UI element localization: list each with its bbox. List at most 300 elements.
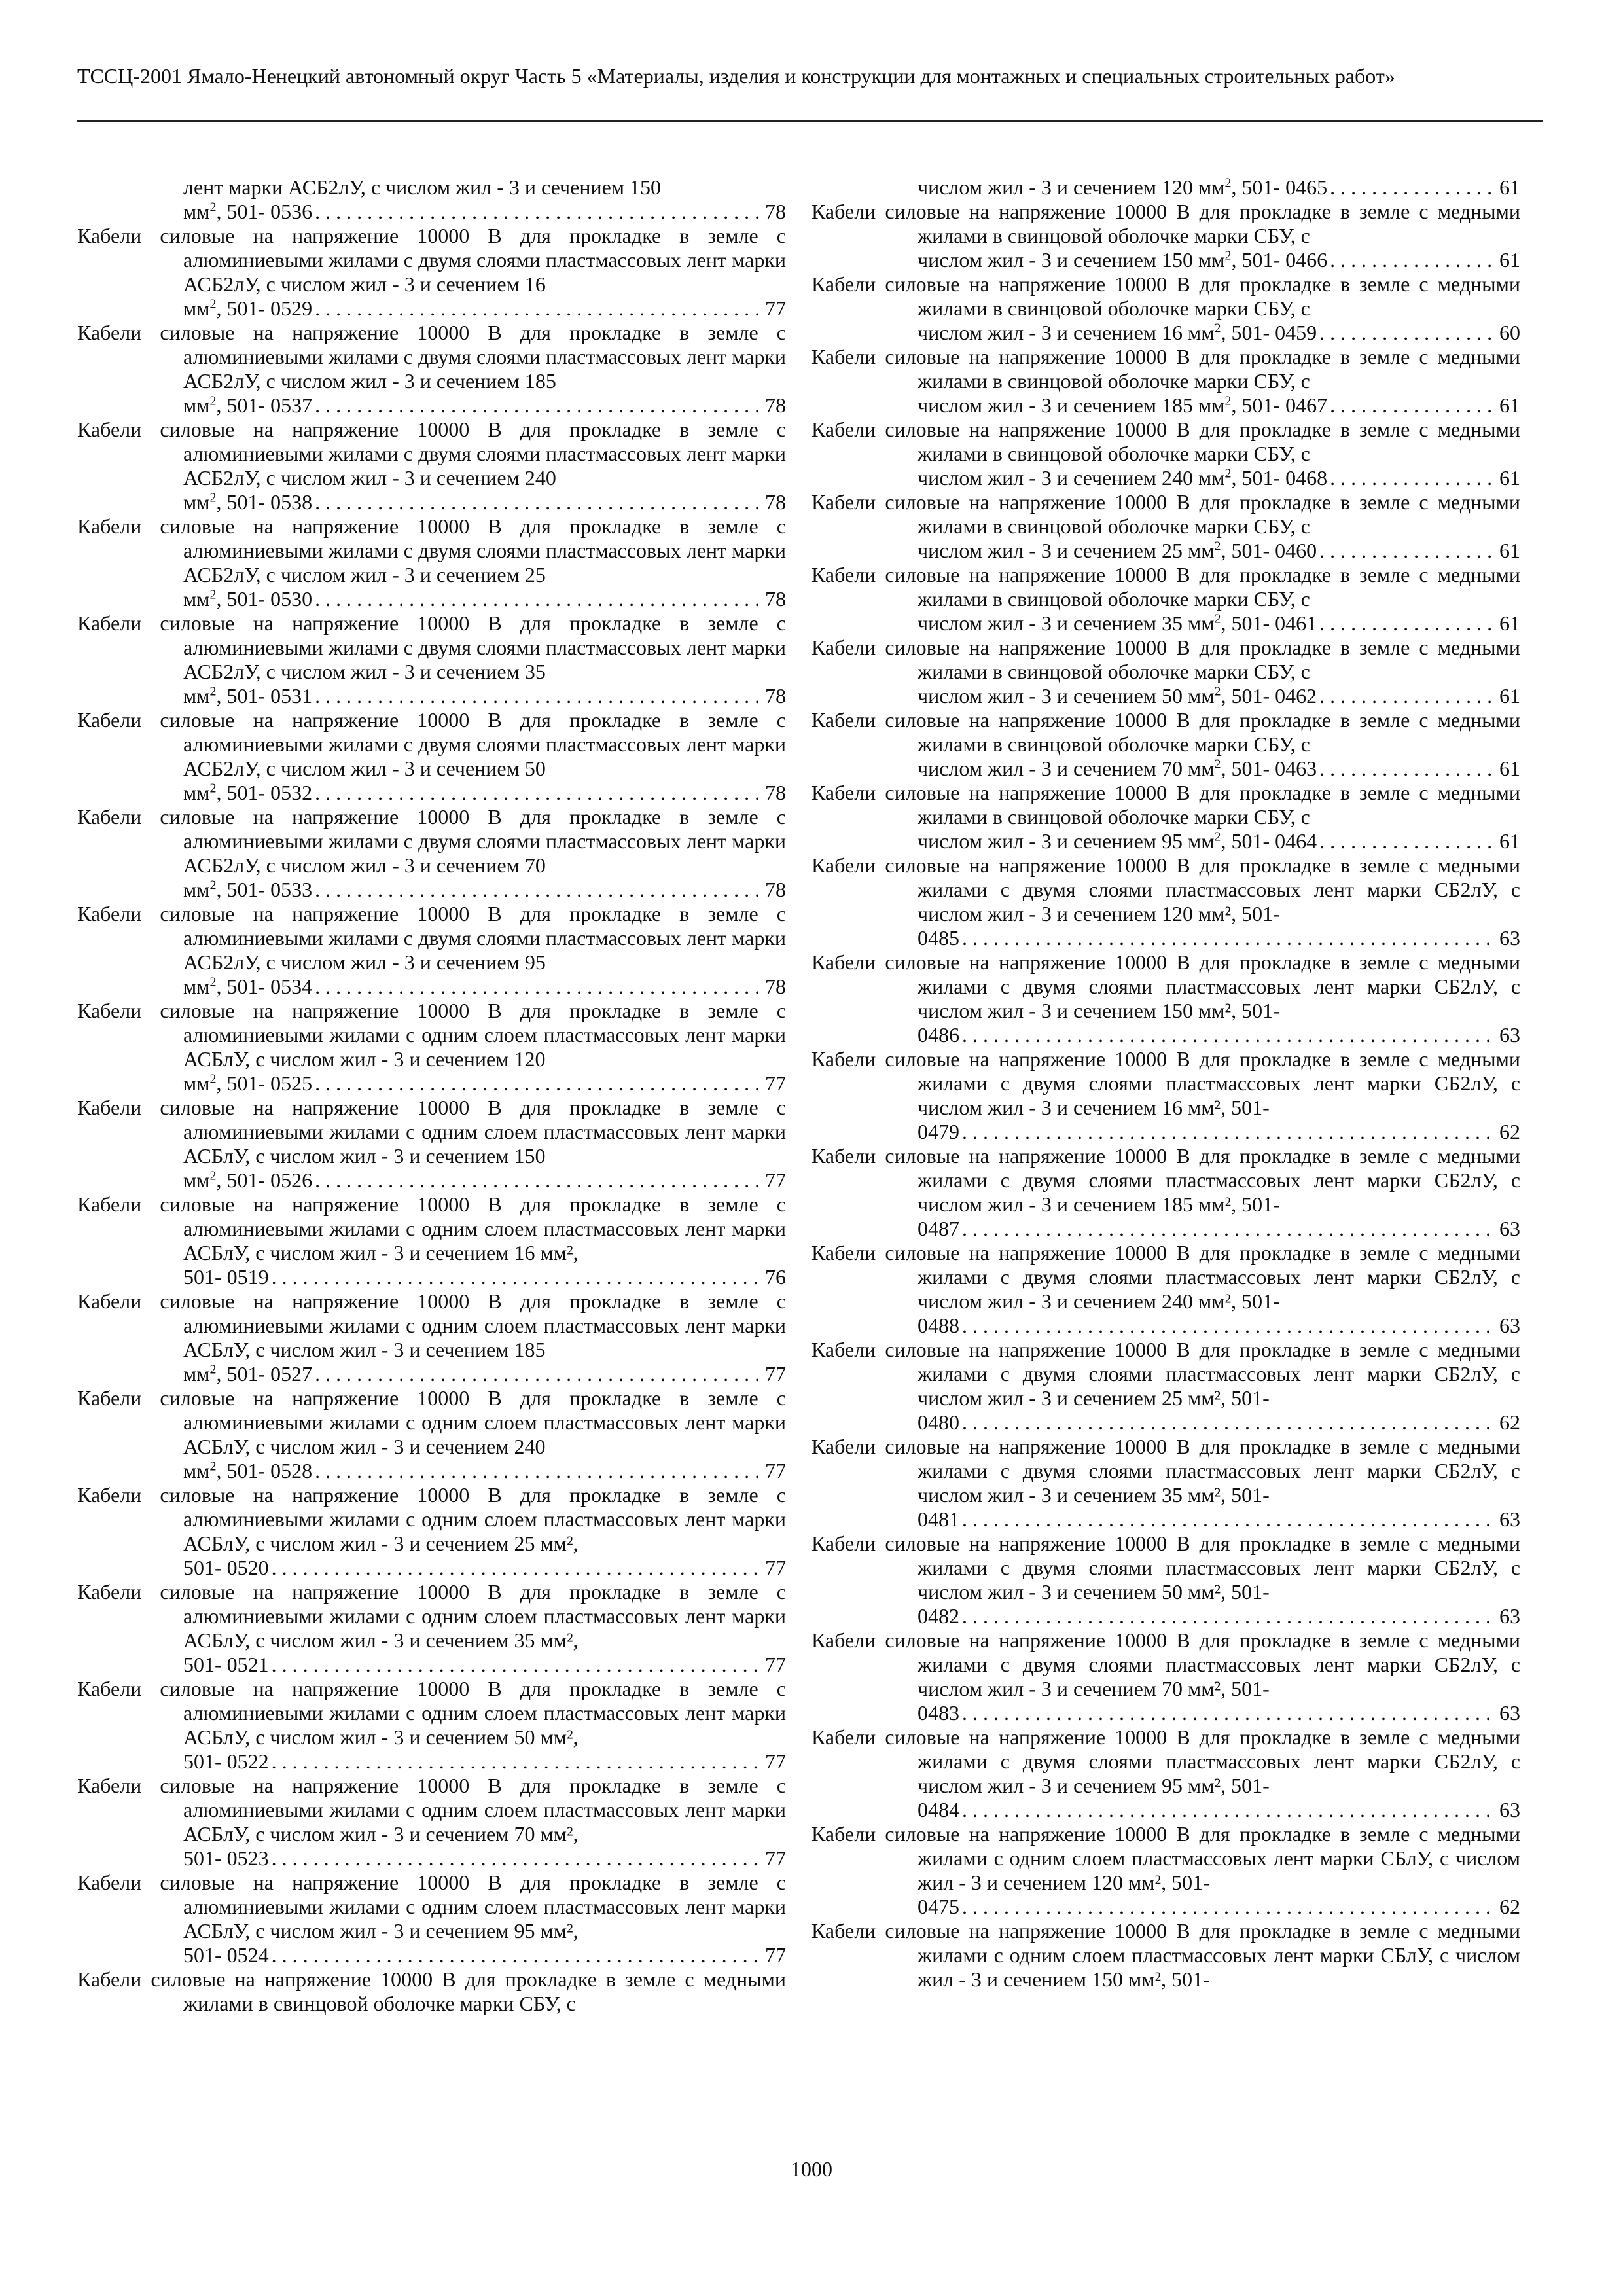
entry-tail (918, 611, 1317, 636)
entry-tail (918, 757, 1317, 781)
index-entry (812, 781, 1520, 853)
entry-unit: мм (183, 200, 210, 223)
entry-tail (918, 321, 1317, 345)
entry-text: Кабели силовые на напряжение 10000 В для прокладке в земле с медными жилами в свинцовой оболочке марки СБУ, с (812, 781, 1520, 829)
index-entry (812, 563, 1520, 636)
entry-tail (918, 248, 1327, 272)
entry-page-number: 61 (1499, 466, 1520, 490)
entry-tail (918, 1701, 959, 1725)
index-entry (77, 1677, 786, 1774)
entry-page-number: 77 (765, 1556, 786, 1579)
index-entry (77, 1871, 786, 1967)
header-divider (77, 120, 1543, 122)
entry-tail (918, 175, 1327, 200)
dot-leader (272, 1653, 762, 1677)
entry-code: 0488 (918, 1314, 959, 1337)
dot-leader (272, 1749, 762, 1774)
entry-text: Кабели силовые на напряжение 10000 В для прокладке в земле с медными жилами с одним слоем пластмассовых лент марки СБлУ, с числом жил - 3 и сечением 120 мм², 501- (812, 1822, 1520, 1894)
entry-tail (918, 1120, 959, 1144)
entry-tail (183, 1071, 312, 1096)
entry-page-number: 77 (765, 1459, 786, 1482)
dot-leader (1319, 321, 1497, 345)
index-entry (812, 418, 1520, 490)
entry-code: 0485 (918, 926, 959, 950)
entry-leader-line (918, 466, 1520, 490)
entry-code: 0482 (918, 1604, 959, 1628)
unit-exponent: 2 (209, 684, 217, 699)
entry-page-number: 62 (1499, 1895, 1520, 1918)
entry-page-number: 63 (1499, 1023, 1520, 1047)
entry-code: 0479 (918, 1120, 959, 1143)
entry-text: Кабели силовые на напряжение 10000 В для прокладке в земле с медными жилами в свинцовой оболочке марки СБУ, с (812, 200, 1520, 247)
entry-unit: числом жил - 3 и сечением 16 мм (918, 321, 1215, 344)
entry-page-number: 77 (765, 1653, 786, 1676)
index-entry (812, 1241, 1520, 1338)
entry-text: Кабели силовые на напряжение 10000 В для прокладке в земле с алюминиевыми жилами с одним слоем пластмассовых лент марки АСБлУ, с числом жил - 3 и сечением 95 мм², (77, 1871, 786, 1943)
entry-tail (183, 684, 312, 708)
entry-code: 501- 0523 (183, 1846, 269, 1870)
entry-code: , 501- 0530 (216, 587, 313, 611)
index-entry (77, 418, 786, 514)
entry-code: 501- 0520 (183, 1556, 269, 1579)
entry-tail (183, 781, 312, 805)
entry-text: Кабели силовые на напряжение 10000 В для прокладке в земле с алюминиевыми жилами с одним слоем пластмассовых лент марки АСБлУ, с числом жил - 3 и сечением 150 (77, 1096, 786, 1168)
entry-tail (918, 1798, 959, 1822)
entry-text: Кабели силовые на напряжение 10000 В для прокладке в земле с медными жилами с двумя слоями пластмассовых лент марки СБ2лУ, с числом жил - 3 и сечением 35 мм², 501- (812, 1435, 1520, 1507)
dot-leader (962, 1023, 1497, 1047)
dot-leader (962, 1895, 1497, 1919)
entry-page-number: 78 (765, 490, 786, 514)
entry-leader-line (183, 1653, 786, 1677)
index-entry (77, 1967, 786, 2016)
entry-leader-line (918, 175, 1520, 200)
entry-leader-line (918, 1895, 1520, 1919)
entry-text: Кабели силовые на напряжение 10000 В для прокладке в земле с алюминиевыми жилами с двумя слоями пластмассовых лент марки АСБ2лУ, с числом жил - 3 и сечением 16 (77, 224, 786, 296)
unit-exponent: 2 (209, 1071, 217, 1086)
dot-leader (962, 1314, 1497, 1338)
dot-leader (315, 587, 762, 611)
entry-text: Кабели силовые на напряжение 10000 В для прокладке в земле с медными жилами в свинцовой оболочке марки СБУ, с (812, 708, 1520, 756)
entry-unit: мм (183, 878, 210, 901)
index-entry (77, 708, 786, 805)
entry-page-number: 77 (765, 1362, 786, 1386)
entry-text: лент марки АСБ2лУ, с числом жил - 3 и сечением 150 (183, 175, 662, 199)
entry-text: Кабели силовые на напряжение 10000 В для прокладке в земле с медными жилами в свинцовой оболочке марки СБУ, с (812, 636, 1520, 683)
entry-text: Кабели силовые на напряжение 10000 В для прокладке в земле с медными жилами с двумя слоями пластмассовых лент марки СБ2лУ, с числом жил - 3 и сечением 240 мм², 501- (812, 1241, 1520, 1313)
unit-exponent: 2 (209, 296, 217, 312)
entry-code: , 501- 0536 (216, 200, 313, 223)
entry-unit: числом жил - 3 и сечением 95 мм (918, 829, 1215, 853)
entry-leader-line (183, 200, 786, 224)
entry-page-number: 78 (765, 878, 786, 901)
entry-leader-line (183, 1071, 786, 1096)
entry-page-number: 77 (765, 1071, 786, 1095)
unit-exponent: 2 (1214, 539, 1221, 554)
entry-tail (183, 1943, 269, 1967)
dot-leader (962, 1120, 1497, 1144)
unit-exponent: 2 (1214, 829, 1221, 844)
entry-page-number: 78 (765, 975, 786, 998)
dot-leader (315, 393, 762, 418)
entry-unit: числом жил - 3 и сечением 150 мм (918, 248, 1225, 272)
entry-unit: мм (183, 393, 210, 417)
entry-leader-line (183, 1943, 786, 1967)
entry-text: Кабели силовые на напряжение 10000 В для прокладке в земле с медными жилами с одним слоем пластмассовых лент марки СБлУ, с числом жил - 3 и сечением 150 мм², 501- (812, 1919, 1520, 1991)
entry-leader-line (183, 587, 786, 611)
dot-leader (1319, 539, 1497, 563)
entry-leader-line (918, 393, 1520, 418)
entry-leader-line (183, 975, 786, 999)
entry-page-number: 77 (765, 1168, 786, 1192)
entry-unit: числом жил - 3 и сечением 50 мм (918, 684, 1215, 708)
entry-text: Кабели силовые на напряжение 10000 В для прокладке в земле с алюминиевыми жилами с одним слоем пластмассовых лент марки АСБлУ, с числом жил - 3 и сечением 120 (77, 999, 786, 1071)
unit-exponent: 2 (209, 878, 217, 893)
dot-leader (272, 1846, 762, 1871)
unit-exponent: 2 (209, 200, 217, 215)
entry-leader-line (183, 1362, 786, 1386)
entry-tail (183, 1265, 269, 1289)
dot-leader (272, 1943, 762, 1967)
entry-page-number: 61 (1499, 539, 1520, 562)
index-entry (812, 490, 1520, 563)
dot-leader (315, 684, 762, 708)
entry-page-number: 78 (765, 684, 786, 708)
dot-leader (315, 296, 762, 321)
entry-code: , 501- 0527 (216, 1362, 313, 1386)
entry-code: , 501- 0526 (216, 1168, 313, 1192)
dot-leader (1319, 684, 1497, 708)
index-entry (77, 805, 786, 902)
index-entry (77, 1193, 786, 1289)
entry-tail (918, 1410, 959, 1435)
entry-text: Кабели силовые на напряжение 10000 В для прокладке в земле с медными жилами с двумя слоями пластмассовых лент марки СБ2лУ, с числом жил - 3 и сечением 70 мм², 501- (812, 1628, 1520, 1700)
entry-code: 0486 (918, 1023, 959, 1047)
entry-code: 501- 0522 (183, 1749, 269, 1773)
entry-text: Кабели силовые на напряжение 10000 В для прокладке в земле с медными жилами в свинцовой оболочке марки СБУ, с (812, 563, 1520, 611)
unit-exponent: 2 (1224, 393, 1232, 408)
entry-unit: мм (183, 781, 210, 804)
dot-leader (315, 1362, 762, 1386)
dot-leader (1330, 175, 1497, 200)
entry-leader-line (183, 393, 786, 418)
entry-tail (183, 296, 312, 321)
entry-leader-line (183, 781, 786, 805)
entry-tail (183, 200, 312, 224)
unit-exponent: 2 (209, 587, 217, 602)
entry-code: 0483 (918, 1701, 959, 1725)
entry-text: Кабели силовые на напряжение 10000 В для прокладке в земле с алюминиевыми жилами с двумя слоями пластмассовых лент марки АСБ2лУ, с числом жил - 3 и сечением 240 (77, 418, 786, 490)
entry-unit: числом жил - 3 и сечением 70 мм (918, 757, 1215, 780)
dot-leader (962, 1798, 1497, 1822)
entry-tail (918, 466, 1327, 490)
entry-code: , 501- 0533 (216, 878, 313, 901)
dot-leader (1319, 611, 1497, 636)
index-entry (812, 175, 1520, 200)
entry-tail (918, 539, 1317, 563)
entry-page-number: 61 (1499, 611, 1520, 635)
entry-leader-line (183, 1459, 786, 1483)
entry-code: , 501- 0465 (1231, 175, 1328, 199)
entry-page-number: 78 (765, 393, 786, 417)
dot-leader (962, 1217, 1497, 1241)
entry-page-number: 63 (1499, 1798, 1520, 1821)
entry-text: Кабели силовые на напряжение 10000 В для прокладке в земле с медными жилами с двумя слоями пластмассовых лент марки СБ2лУ, с числом жил - 3 и сечением 185 мм², 501- (812, 1144, 1520, 1216)
unit-exponent: 2 (209, 781, 217, 796)
entry-page-number: 60 (1499, 321, 1520, 344)
entry-tail (918, 684, 1317, 708)
entry-text: Кабели силовые на напряжение 10000 В для прокладке в земле с медными жилами с двумя слоями пластмассовых лент марки СБ2лУ, с числом жил - 3 и сечением 150 мм², 501- (812, 950, 1520, 1022)
entry-leader-line (183, 490, 786, 514)
unit-exponent: 2 (1214, 684, 1221, 699)
entry-leader-line (918, 757, 1520, 781)
entry-page-number: 62 (1499, 1120, 1520, 1143)
entry-text: Кабели силовые на напряжение 10000 В для прокладке в земле с алюминиевыми жилами с двумя слоями пластмассовых лент марки АСБ2лУ, с числом жил - 3 и сечением 185 (77, 321, 786, 393)
entry-page-number: 63 (1499, 1701, 1520, 1725)
index-entry (812, 950, 1520, 1047)
entry-tail (183, 587, 312, 611)
entry-leader-line (183, 296, 786, 321)
entry-tail (918, 829, 1317, 853)
page-header: ТССЦ-2001 Ямало-Ненецкий автономный округ Часть 5 «Материалы, изделия и конструкции для монтажных и специальных строительных работ» (77, 64, 1395, 88)
unit-exponent: 2 (1224, 175, 1232, 190)
index-entry (77, 611, 786, 708)
entry-tail (183, 1459, 312, 1483)
entry-code: , 501- 0537 (216, 393, 313, 417)
entry-leader-line (918, 829, 1520, 853)
dot-leader (1319, 757, 1497, 781)
entry-leader-line (918, 1314, 1520, 1338)
index-entry (812, 1919, 1520, 1992)
entry-unit: мм (183, 975, 210, 998)
entry-tail (183, 393, 312, 418)
entry-leader-line (183, 1168, 786, 1193)
entry-tail (183, 1846, 269, 1871)
entry-page-number: 61 (1499, 393, 1520, 417)
index-entry (812, 272, 1520, 345)
entry-page-number: 77 (765, 1943, 786, 1967)
entry-tail (918, 1023, 959, 1047)
index-entry (77, 1483, 786, 1580)
index-entry (812, 345, 1520, 418)
entry-tail (183, 1362, 312, 1386)
entry-text: Кабели силовые на напряжение 10000 В для прокладке в земле с медными жилами в свинцовой оболочке марки СБУ, с (812, 490, 1520, 538)
dot-leader (1319, 829, 1497, 853)
unit-exponent: 2 (209, 975, 217, 990)
entry-leader-line (183, 1265, 786, 1289)
entry-page-number: 63 (1499, 1314, 1520, 1337)
index-entry (77, 224, 786, 321)
unit-exponent: 2 (209, 1362, 217, 1377)
entry-tail (918, 1895, 959, 1919)
dot-leader (962, 1604, 1497, 1628)
entry-leader-line (183, 1846, 786, 1871)
entry-text: Кабели силовые на напряжение 10000 В для прокладке в земле с алюминиевыми жилами с двумя слоями пластмассовых лент марки АСБ2лУ, с числом жил - 3 и сечением 70 (77, 805, 786, 877)
index-entry (77, 902, 786, 999)
entry-unit: числом жил - 3 и сечением 185 мм (918, 393, 1225, 417)
entry-text: Кабели силовые на напряжение 10000 В для прокладке в земле с алюминиевыми жилами с одним слоем пластмассовых лент марки АСБлУ, с числом жил - 3 и сечением 240 (77, 1386, 786, 1458)
entry-page-number: 63 (1499, 1507, 1520, 1531)
entry-leader-line (918, 1798, 1520, 1822)
entry-tail (918, 1314, 959, 1338)
entry-page-number: 78 (765, 587, 786, 611)
dot-leader (272, 1265, 762, 1289)
entry-text: Кабели силовые на напряжение 10000 В для прокладке в земле с медными жилами с двумя слоями пластмассовых лент марки СБ2лУ, с числом жил - 3 и сечением 120 мм², 501- (812, 853, 1520, 925)
index-entry (812, 853, 1520, 950)
index-entry (77, 175, 786, 224)
entry-text: Кабели силовые на напряжение 10000 В для прокладке в земле с алюминиевыми жилами с одним слоем пластмассовых лент марки АСБлУ, с числом жил - 3 и сечением 50 мм², (77, 1677, 786, 1749)
unit-exponent: 2 (209, 1459, 217, 1474)
entry-code: , 501- 0466 (1231, 248, 1328, 272)
index-entry (812, 200, 1520, 272)
entry-tail (183, 878, 312, 902)
index-entry (77, 321, 786, 418)
entry-code: , 501- 0463 (1221, 757, 1317, 780)
entry-text: Кабели силовые на напряжение 10000 В для прокладке в земле с алюминиевыми жилами с одним слоем пластмассовых лент марки АСБлУ, с числом жил - 3 и сечением 35 мм², (77, 1580, 786, 1652)
index-entry (812, 1822, 1520, 1919)
index-entry (812, 1532, 1520, 1628)
entry-code: , 501- 0534 (216, 975, 313, 998)
entry-page-number: 63 (1499, 926, 1520, 950)
entry-leader-line (918, 1023, 1520, 1047)
entry-page-number: 61 (1499, 248, 1520, 272)
dot-leader (315, 975, 762, 999)
entry-code: 0475 (918, 1895, 959, 1918)
entry-text: Кабели силовые на напряжение 10000 В для прокладке в земле с медными жилами в свинцовой оболочке марки СБУ, с (812, 272, 1520, 320)
entry-text: Кабели силовые на напряжение 10000 В для прокладке в земле с медными жилами в свинцовой оболочке марки СБУ, с (812, 418, 1520, 465)
entry-leader-line (918, 926, 1520, 950)
unit-exponent: 2 (209, 490, 217, 505)
entry-unit: числом жил - 3 и сечением 240 мм (918, 466, 1225, 490)
entry-unit: мм (183, 587, 210, 611)
dot-leader (962, 1507, 1497, 1532)
entry-unit: числом жил - 3 и сечением 25 мм (918, 539, 1215, 562)
entry-leader-line (918, 1507, 1520, 1532)
entry-tail (918, 1604, 959, 1628)
entry-text: Кабели силовые на напряжение 10000 В для прокладке в земле с алюминиевыми жилами с двумя слоями пластмассовых лент марки АСБ2лУ, с числом жил - 3 и сечением 35 (77, 611, 786, 683)
index-entry (812, 1725, 1520, 1822)
entry-leader-line (183, 1749, 786, 1774)
entry-code: , 501- 0459 (1221, 321, 1317, 344)
index-entry (77, 1096, 786, 1193)
entry-tail (183, 975, 312, 999)
entry-text: Кабели силовые на напряжение 10000 В для прокладке в земле с медными жилами в свинцовой оболочке марки СБУ, с (77, 1967, 786, 2015)
entry-page-number: 77 (765, 1749, 786, 1773)
entry-unit: числом жил - 3 и сечением 120 мм (918, 175, 1225, 199)
dot-leader (315, 1168, 762, 1193)
dot-leader (962, 1410, 1497, 1435)
entry-text: Кабели силовые на напряжение 10000 В для прокладке в земле с алюминиевыми жилами с одним слоем пластмассовых лент марки АСБлУ, с числом жил - 3 и сечением 16 мм², (77, 1193, 786, 1265)
entry-text: Кабели силовые на напряжение 10000 В для прокладке в земле с алюминиевыми жилами с одним слоем пластмассовых лент марки АСБлУ, с числом жил - 3 и сечением 185 (77, 1289, 786, 1361)
entry-code: , 501- 0538 (216, 490, 313, 514)
dot-leader (962, 926, 1497, 950)
unit-exponent: 2 (1214, 321, 1221, 336)
entry-code: 0487 (918, 1217, 959, 1240)
entry-unit: числом жил - 3 и сечением 35 мм (918, 611, 1215, 635)
entry-page-number: 61 (1499, 829, 1520, 853)
dot-leader (315, 878, 762, 902)
entry-page-number: 62 (1499, 1410, 1520, 1434)
entry-leader-line (918, 1604, 1520, 1628)
entry-leader-line (918, 611, 1520, 636)
index-entry (812, 708, 1520, 781)
entry-page-number: 77 (765, 1846, 786, 1870)
entry-code: 0480 (918, 1410, 959, 1434)
unit-exponent: 2 (1214, 757, 1221, 772)
entry-code: , 501- 0525 (216, 1071, 313, 1095)
entry-leader-line (918, 539, 1520, 563)
entry-page-number: 76 (765, 1265, 786, 1289)
entry-leader-line (918, 1120, 1520, 1144)
entry-leader-line (183, 878, 786, 902)
entry-text: Кабели силовые на напряжение 10000 В для прокладке в земле с медными жилами с двумя слоями пластмассовых лент марки СБ2лУ, с числом жил - 3 и сечением 16 мм², 501- (812, 1047, 1520, 1119)
entry-unit: мм (183, 1459, 210, 1482)
entry-text: Кабели силовые на напряжение 10000 В для прокладке в земле с алюминиевыми жилами с двумя слоями пластмассовых лент марки АСБ2лУ, с числом жил - 3 и сечением 95 (77, 902, 786, 974)
page-number: 1000 (791, 2157, 832, 2181)
entry-code: 501- 0524 (183, 1943, 269, 1967)
index-entry (812, 1435, 1520, 1532)
entry-unit: мм (183, 684, 210, 708)
entry-code: , 501- 0528 (216, 1459, 313, 1482)
dot-leader (962, 1701, 1497, 1725)
entry-code: 501- 0519 (183, 1265, 269, 1289)
entry-leader-line (918, 1701, 1520, 1725)
entry-text: Кабели силовые на напряжение 10000 В для прокладке в земле с алюминиевыми жилами с двумя слоями пластмассовых лент марки АСБ2лУ, с числом жил - 3 и сечением 50 (77, 708, 786, 780)
unit-exponent: 2 (1224, 466, 1232, 481)
entry-code: , 501- 0532 (216, 781, 313, 804)
entry-unit: мм (183, 296, 210, 320)
entry-tail (918, 1217, 959, 1241)
entry-text: Кабели силовые на напряжение 10000 В для прокладке в земле с медными жилами с двумя слоями пластмассовых лент марки СБ2лУ, с числом жил - 3 и сечением 25 мм², 501- (812, 1338, 1520, 1410)
index-entry (77, 1386, 786, 1483)
entry-leader-line (918, 684, 1520, 708)
dot-leader (272, 1556, 762, 1580)
entry-code: , 501- 0462 (1221, 684, 1317, 708)
entry-tail (183, 1556, 269, 1580)
entry-page-number: 61 (1499, 175, 1520, 199)
index-entry (77, 999, 786, 1096)
dot-leader (315, 1071, 762, 1096)
entry-tail (918, 393, 1327, 418)
entry-unit: мм (183, 1071, 210, 1095)
entry-code: , 501- 0468 (1231, 466, 1328, 490)
entry-text: Кабели силовые на напряжение 10000 В для прокладке в земле с медными жилами в свинцовой оболочке марки СБУ, с (812, 345, 1520, 393)
entry-code: 0481 (918, 1507, 959, 1531)
entry-leader-line (918, 1410, 1520, 1435)
entry-page-number: 61 (1499, 757, 1520, 780)
entry-code: , 501- 0460 (1221, 539, 1317, 562)
index-entry (812, 1144, 1520, 1241)
entry-text: Кабели силовые на напряжение 10000 В для прокладке в земле с медными жилами с двумя слоями пластмассовых лент марки СБ2лУ, с числом жил - 3 и сечением 95 мм², 501- (812, 1725, 1520, 1797)
entry-leader-line (183, 1556, 786, 1580)
entry-tail (918, 926, 959, 950)
entry-text: Кабели силовые на напряжение 10000 В для прокладке в земле с алюминиевыми жилами с одним слоем пластмассовых лент марки АСБлУ, с числом жил - 3 и сечением 70 мм², (77, 1774, 786, 1846)
entry-page-number: 78 (765, 781, 786, 804)
entry-unit: мм (183, 1168, 210, 1192)
index-entry (812, 1628, 1520, 1725)
entry-code: , 501- 0461 (1221, 611, 1317, 635)
entry-page-number: 63 (1499, 1217, 1520, 1240)
dot-leader (1330, 393, 1497, 418)
dot-leader (315, 1459, 762, 1483)
entry-page-number: 77 (765, 296, 786, 320)
entry-text: Кабели силовые на напряжение 10000 В для прокладке в земле с медными жилами с двумя слоями пластмассовых лент марки СБ2лУ, с числом жил - 3 и сечением 50 мм², 501- (812, 1532, 1520, 1604)
index-entry (812, 1338, 1520, 1435)
entry-page-number: 63 (1499, 1604, 1520, 1628)
entry-code: , 501- 0531 (216, 684, 313, 708)
unit-exponent: 2 (1214, 611, 1221, 626)
index-entry (77, 1580, 786, 1677)
index-entry (77, 514, 786, 611)
